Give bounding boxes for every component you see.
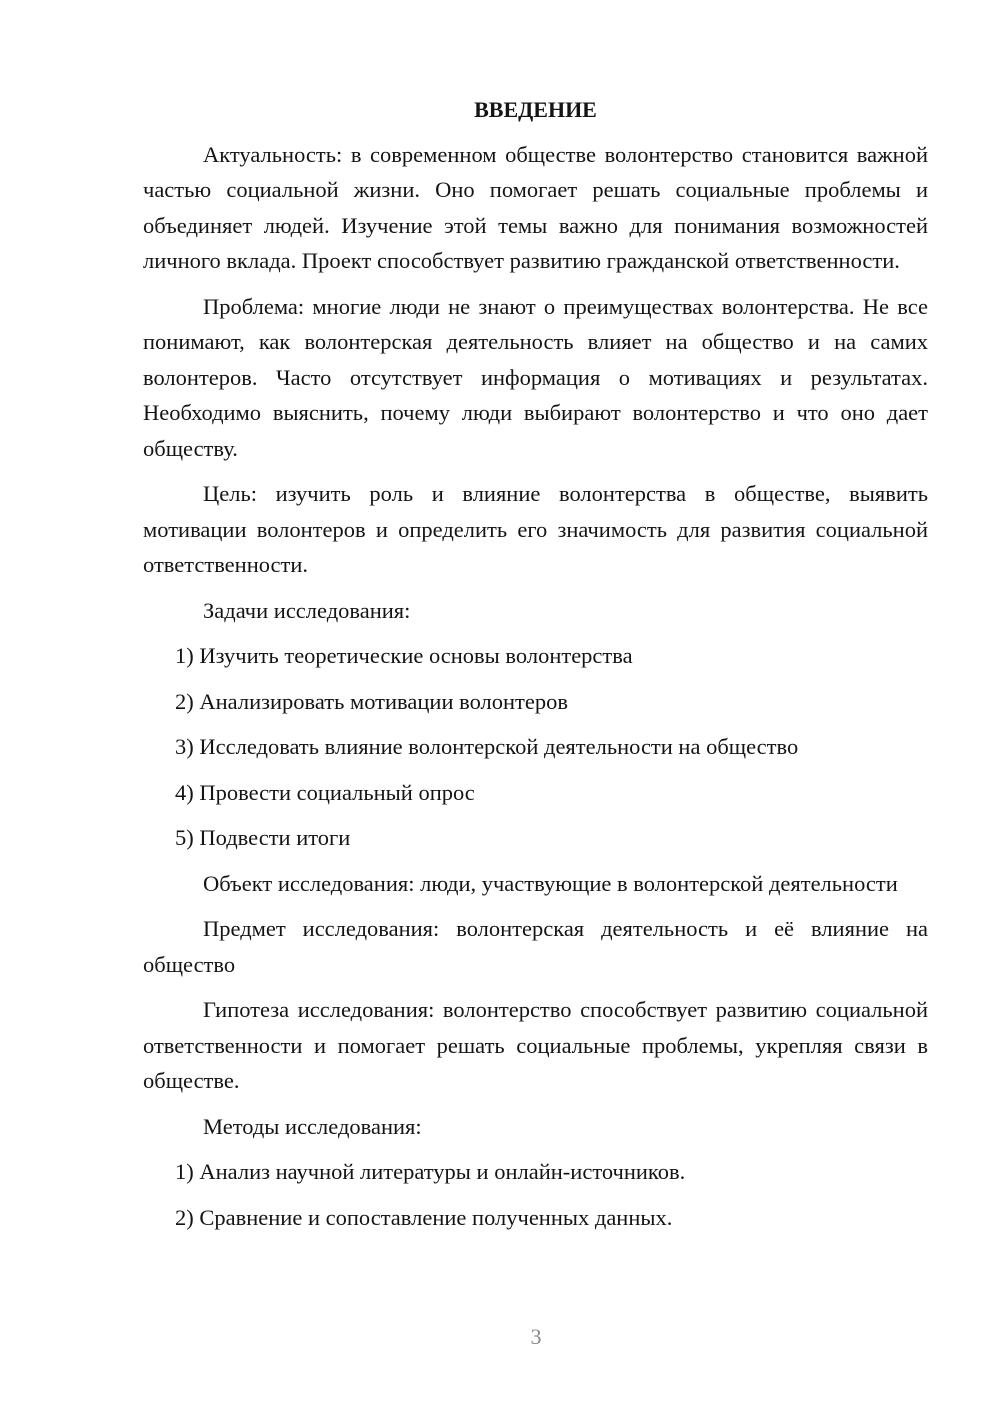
list-item: 2) Анализировать мотивации волонтеров: [175, 688, 569, 714]
methods-heading: Методы исследования:: [203, 1113, 422, 1139]
list-item: 4) Провести социальный опрос: [175, 779, 475, 805]
list-item: 5) Подвести итоги: [175, 825, 351, 850]
list-item: 1) Анализ научной литературы и онлайн-источников.: [175, 1159, 686, 1184]
paragraph-subject: Предмет исследования: волонтерская деятельность и её влияние на общество: [143, 916, 928, 977]
tasks-list: [143, 638, 928, 856]
paragraph-relevance: Актуальность: в современном обществе волонтерство становится важной частью социальной жизни. Оно помогает решать социальные проблемы и объединяет людей. Изучение этой темы важно для понимания возможностей личного вклада. Проект способствует развитию гражданской ответственности.: [143, 141, 928, 273]
paragraph-goal: Цель: изучить роль и влияние волонтерства в обществе, выявить мотивации волонтеров и определить его значимость для развития социальной ответственности.: [143, 481, 928, 577]
list-item: 2) Сравнение и сопоставление полученных данных.: [175, 1204, 673, 1230]
page-number: 3: [530, 1324, 542, 1349]
list-item: 1) Изучить теоретические основы волонтерства: [175, 643, 633, 668]
document-page: [143, 92, 928, 1245]
section-title: ВВЕДЕНИЕ: [474, 97, 597, 122]
paragraph-object: Объект исследования: люди, участвующие в волонтерской деятельности: [203, 870, 898, 896]
tasks-heading: Задачи исследования:: [203, 597, 411, 623]
paragraph-hypothesis: Гипотеза исследования: волонтерство способствует развитию социальной ответственности и помогает решать социальные проблемы, укрепляя связи в обществе.: [143, 997, 928, 1093]
list-item: 3) Исследовать влияние волонтерской деятельности на общество: [175, 734, 799, 759]
methods-list: [143, 1154, 928, 1235]
paragraph-problem: Проблема: многие люди не знают о преимуществах волонтерства. Не все понимают, как волонтерская деятельность влияет на общество и на самих волонтеров. Часто отсутствует информация о мотивациях и результатах. Необходимо выяснить, почему люди выбирают волонтерство и что оно дает обществу.: [143, 293, 928, 461]
